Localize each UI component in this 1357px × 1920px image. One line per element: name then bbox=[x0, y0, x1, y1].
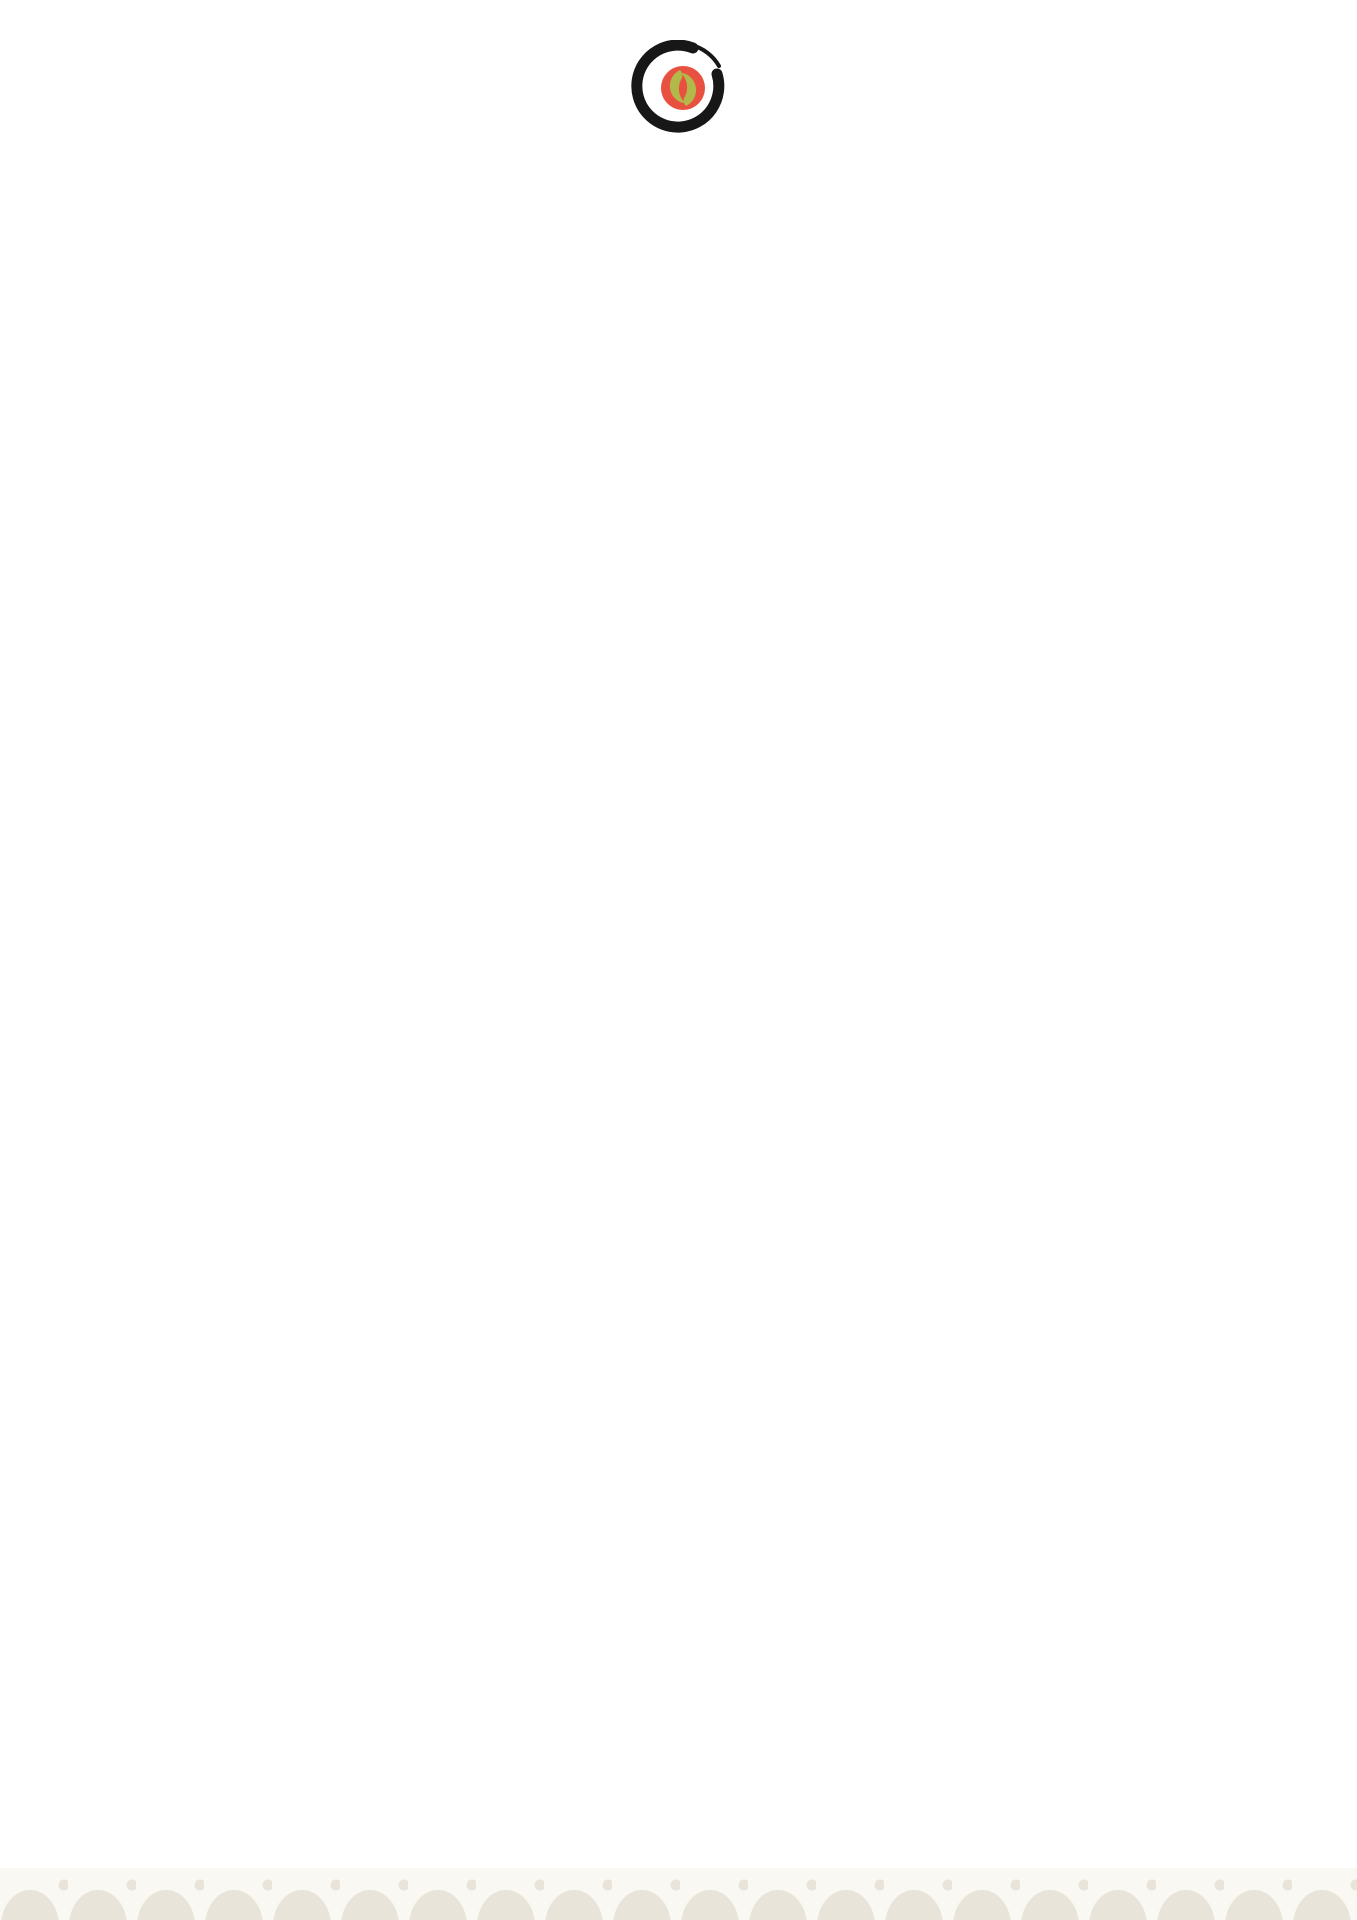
bento-enso-logo-icon bbox=[631, 40, 727, 136]
bento-logo bbox=[0, 0, 1357, 130]
decorative-scallop-border bbox=[0, 1868, 1357, 1920]
scallop-border-icon bbox=[0, 1868, 1357, 1920]
